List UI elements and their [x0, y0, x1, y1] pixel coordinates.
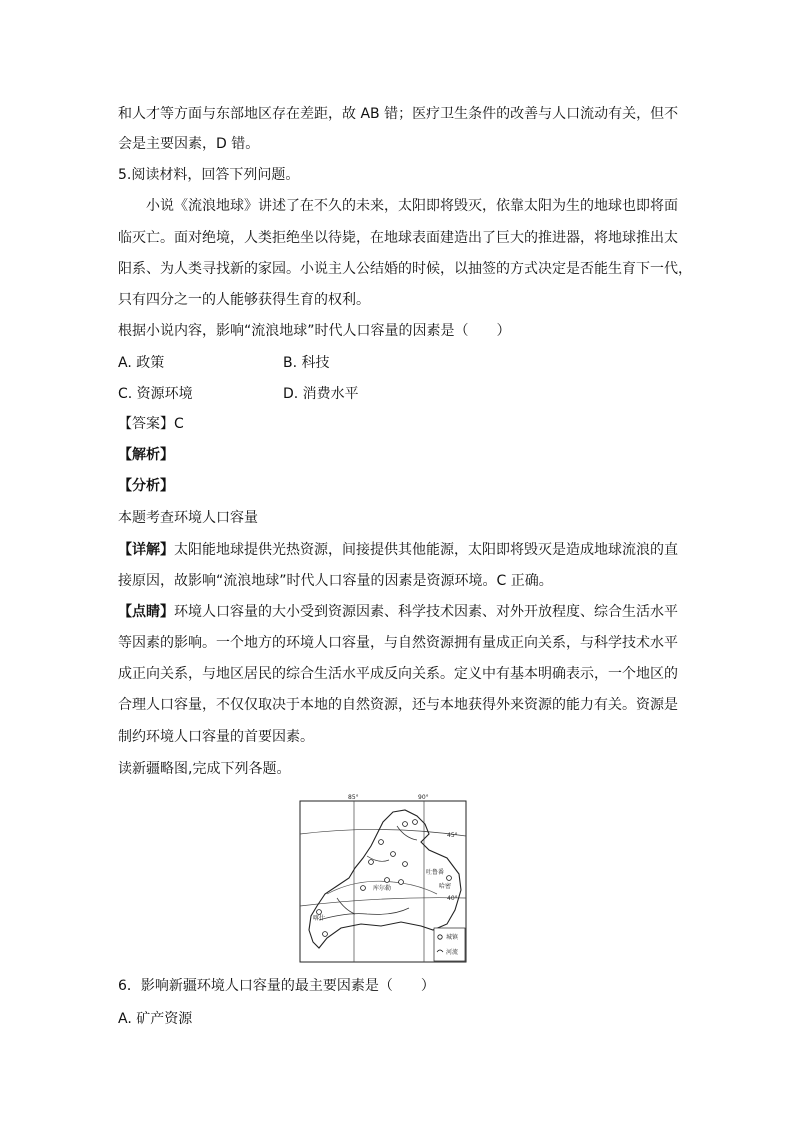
note-line [118, 602, 678, 622]
legend-town-symbol [438, 935, 442, 939]
fenxi-heading: 【分析】 [118, 478, 174, 494]
town-marker [323, 932, 328, 937]
analysis-heading: 【解析】 [118, 447, 174, 463]
legend-river-label: 河流 [446, 949, 459, 956]
town-marker [447, 876, 452, 881]
city-korla-label: 库尔勒 [373, 885, 392, 892]
city-hami-label: 哈密 [439, 883, 452, 890]
detail-label: 【详解】 [118, 542, 174, 558]
question-stem: 根据小说内容，影响“流浪地球”时代人口容量的因素是（ ） [118, 323, 511, 339]
lat-45-label: 45° [447, 832, 458, 839]
material-text-line: 临灭亡。面对绝境，人类拒绝坐以待毙，在地球表面建造出了巨大的推进器，将地球推出太 [118, 230, 678, 246]
lat-40-label: 40° [447, 895, 458, 902]
option-a: A. 政策 [118, 355, 165, 371]
question-6-option-a: A. 矿产资源 [118, 1011, 193, 1027]
text-line: 和人才等方面与东部地区存在差距，故 AB 错；医疗卫生条件的改善与人口流动有关，但不 [118, 106, 679, 122]
material-text-line: 小说《流浪地球》讲述了在不久的未来，太阳即将毁灭，依靠太阳为生的地球也即将面 [146, 198, 678, 214]
town-marker [361, 886, 366, 891]
answer-line: 【答案】C [118, 416, 184, 432]
town-marker [403, 862, 408, 867]
note-line: 制约环境人口容量的首要因素。 [118, 729, 314, 745]
detail-line: 接原因，故影响“流浪地球”时代人口容量的因素是资源环境。C 正确。 [118, 573, 553, 589]
option-c: C. 资源环境 [118, 386, 193, 402]
option-d: D. 消费水平 [283, 386, 359, 402]
town-marker [413, 820, 418, 825]
text-line: 会是主要因素，D 错。 [118, 136, 260, 152]
town-marker [369, 860, 374, 865]
question-5-title: 5.阅读材料，回答下列问题。 [118, 167, 300, 183]
material-text-line: 只有四分之一的人能够获得生育的权利。 [118, 292, 370, 308]
town-marker [385, 878, 390, 883]
note-line: 合理人口容量，不仅仅取决于本地的自然资源，还与本地获得外来资源的能力有关。资源是 [118, 697, 678, 713]
detail-line [118, 540, 678, 560]
material-text-line: 阳系、为人类寻找新的家园。小说主人公结婚的时候，以抽签的方式决定是否能生育下一代， [118, 261, 692, 277]
town-marker [317, 910, 322, 915]
town-marker [379, 840, 384, 845]
xinjiang-map-figure [297, 794, 469, 964]
option-b: B. 科技 [283, 355, 330, 371]
lon-90-label: 90° [418, 794, 429, 801]
note-line: 等因素的影响。一个地方的环境人口容量，与自然资源拥有量成正向关系，与科学技术水平 [118, 635, 678, 651]
detail-text: 太阳能地球提供光热资源，间接提供其他能源，太阳即将毁灭是造成地球流浪的直 [174, 542, 678, 558]
town-marker [391, 852, 396, 857]
note-text: 环境人口容量的大小受到资源因素、科学技术因素、对外开放程度、综合生活水平 [174, 604, 678, 620]
question-6-stem: 6．影响新疆环境人口容量的最主要因素是（ ） [118, 978, 435, 994]
fenxi-text: 本题考查环境人口容量 [118, 510, 258, 526]
town-marker [403, 822, 408, 827]
town-marker [399, 880, 404, 885]
legend-town-label: 城镇 [446, 934, 459, 941]
city-kashgar-label: 喀什 [313, 915, 326, 922]
map-legend [434, 928, 465, 961]
note-line: 成正向关系，与地区居民的综合生活水平成反向关系。定义中有基本明确表示，一个地区的 [118, 666, 678, 682]
xinjiang-map [297, 794, 469, 964]
city-turpan-label: 吐鲁番 [426, 869, 445, 876]
lon-85-label: 85° [348, 794, 359, 801]
note-label: 【点睛】 [118, 604, 174, 620]
map-instruction: 读新疆略图,完成下列各题。 [118, 761, 291, 777]
